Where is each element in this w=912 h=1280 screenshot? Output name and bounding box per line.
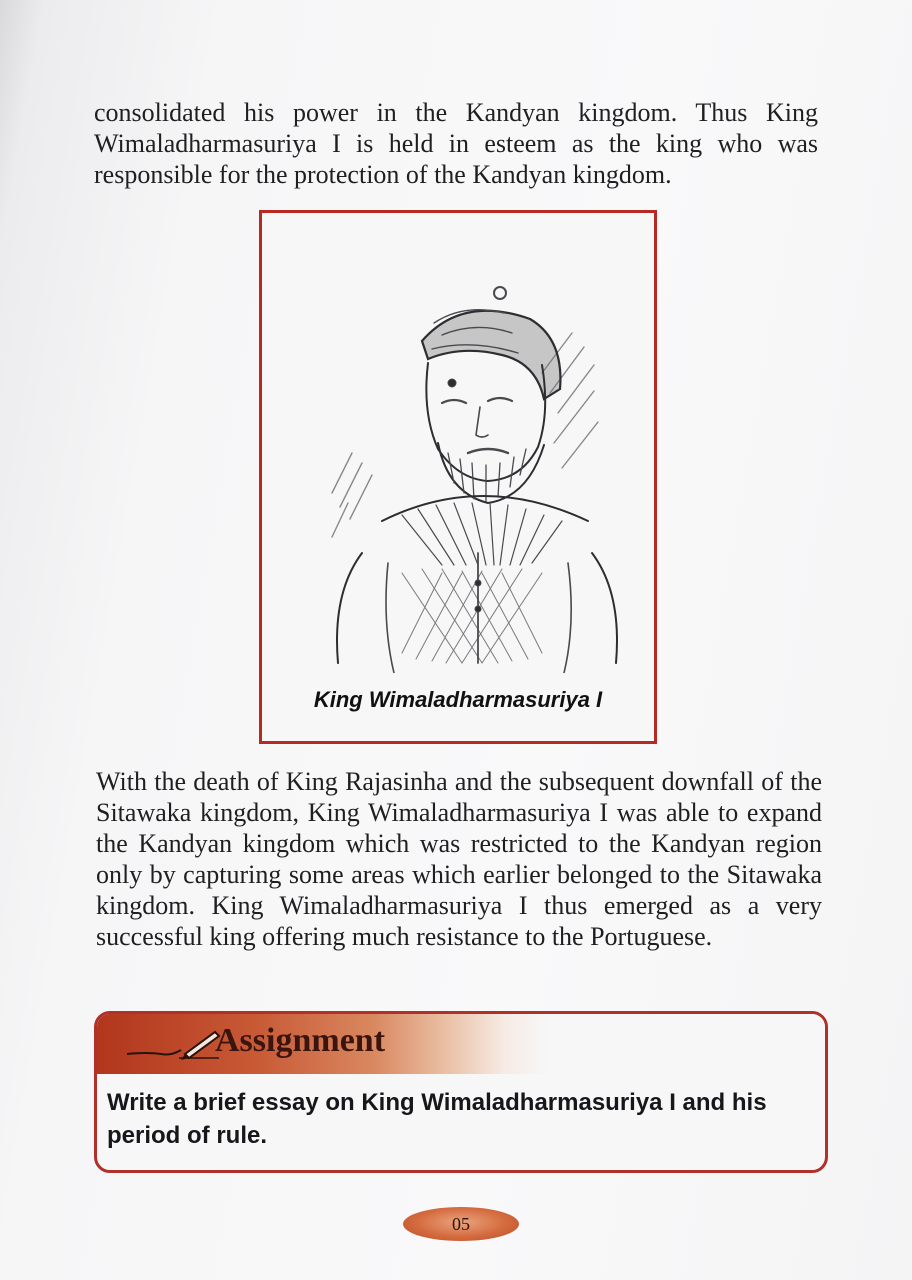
pen-writing-icon	[123, 1028, 223, 1062]
portrait-figure	[259, 210, 657, 744]
body-paragraph-2: With the death of King Rajasinha and the subsequent downfall of the Sitawaka kingdom, King Wimaladharmasuriya I was able to expand the Kandyan kingdom which was restricted to the Kandyan region only by capturing some areas which earlier belonged to the Sitawaka kingdom. King Wimaladharmasuriya I thus emerged as a very successful king offering much resistance to the Portuguese.	[96, 767, 822, 951]
assignment-title: Assignment	[215, 1022, 386, 1059]
king-portrait-sketch-icon	[292, 253, 624, 673]
assignment-header	[97, 1014, 825, 1074]
figure-caption: King Wimaladharmasuriya I	[313, 687, 603, 712]
assignment-box	[94, 1011, 828, 1173]
assignment-text: Write a brief essay on King Wimaladharmasuriya I and his period of rule.	[107, 1089, 767, 1149]
page-number: 05	[403, 1207, 519, 1241]
body-paragraph-1: consolidated his power in the Kandyan kingdom. Thus King Wimaladharmasuriya I is held in esteem as the king who was responsible for the protection of the Kandyan kingdom.	[94, 98, 818, 189]
